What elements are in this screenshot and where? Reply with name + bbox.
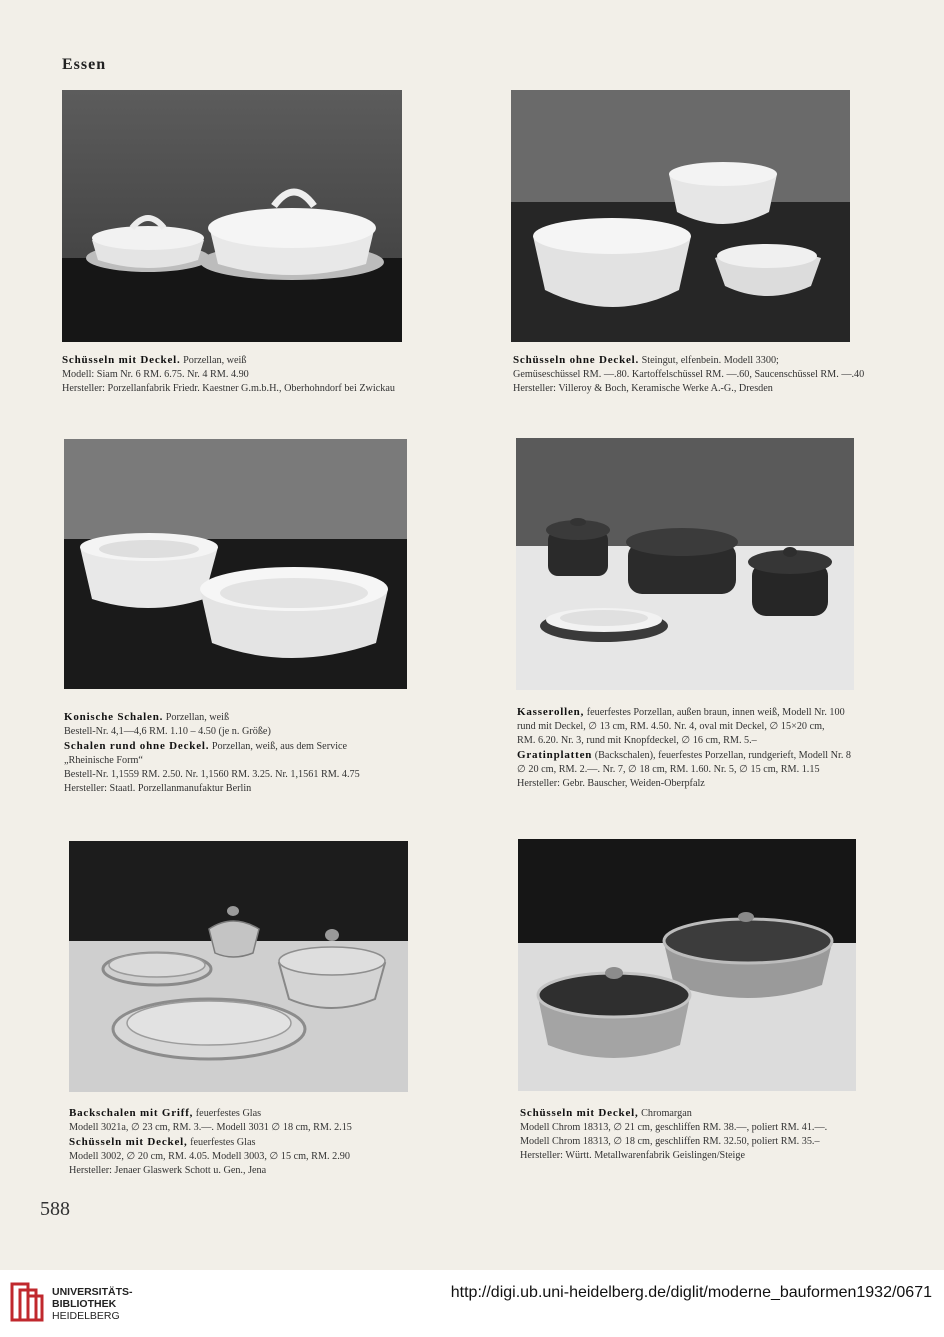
caption-text: Chromargan (638, 1108, 692, 1119)
photo-porcelain-bowls-with-lids (62, 90, 402, 342)
caption-heading: Kasserollen, (517, 706, 585, 718)
caption-3 (64, 710, 444, 796)
caption-text: Porzellan, weiß (163, 712, 230, 723)
photo-casseroles (516, 438, 854, 690)
caption-text: Modell: Siam Nr. 6 RM. 6.75. Nr. 4 RM. 4.90 (62, 369, 249, 380)
library-line: HEIDELBERG (52, 1310, 120, 1322)
caption-text: feuerfestes Porzellan, außen braun, innen weiß, Modell Nr. 100 (584, 707, 845, 718)
caption-text: Hersteller: Porzellanfabrik Friedr. Kaestner G.m.b.H., Oberhohndorf bei Zwickau (62, 383, 395, 394)
page-number: 588 (40, 1198, 70, 1220)
caption-heading: Schüsseln mit Deckel, (520, 1107, 639, 1119)
caption-text: Modell 3002, ∅ 20 cm, RM. 4.05. Modell 3003, ∅ 15 cm, RM. 2.90 (69, 1151, 350, 1162)
library-logo-icon (10, 1282, 44, 1324)
photo-conical-bowls (64, 439, 407, 689)
caption-text: Hersteller: Jenaer Glaswerk Schott u. Gen., Jena (69, 1165, 267, 1176)
caption-text: Bestell-Nr. 1,1559 RM. 2.50. Nr. 1,1560 RM. 3.25. Nr. 1,1561 RM. 4.75 (64, 769, 360, 780)
caption-text: Hersteller: Gebr. Bauscher, Weiden-Oberpfalz (517, 778, 705, 789)
caption-text: rund mit Deckel, ∅ 13 cm, RM. 4.50. Nr. 4, oval mit Deckel, ∅ 15×20 cm, (517, 721, 825, 732)
caption-heading: Schüsseln mit Deckel, (69, 1136, 188, 1148)
caption-heading: Schüsseln ohne Deckel. (513, 354, 640, 366)
caption-text: Hersteller: Staatl. Porzellanmanufaktur Berlin (64, 783, 252, 794)
section-title: Essen (62, 56, 107, 73)
caption-text: Porzellan, weiß, aus dem Service (209, 741, 348, 752)
caption-text: Hersteller: Württ. Metallwarenfabrik Geislingen/Steige (520, 1150, 745, 1161)
caption-1 (62, 353, 442, 396)
source-url-link[interactable]: http://digi.ub.uni-heidelberg.de/diglit/moderne_bauformen1932/0671 (450, 1284, 932, 1301)
caption-text: Bestell-Nr. 4,1—4,6 RM. 1.10 – 4.50 (je n. Größe) (64, 726, 271, 737)
caption-text: Steingut, elfenbein. Modell 3300; (639, 355, 779, 366)
caption-text: Hersteller: Villeroy & Boch, Keramische Werke A.-G., Dresden (513, 383, 773, 394)
caption-text: (Backschalen), feuerfestes Porzellan, rundgerieft, Modell Nr. 8 (592, 750, 852, 761)
photo-chrome-bowls-with-lids (518, 839, 856, 1091)
library-name (52, 1286, 133, 1322)
photo-glass-baking-dishes (69, 841, 408, 1092)
caption-text: Porzellan, weiß (180, 355, 247, 366)
caption-heading: Schalen rund ohne Deckel. (64, 740, 210, 752)
caption-text: RM. 6.20. Nr. 3, rund mit Knopfdeckel, ∅ 16 cm, RM. 5.– (517, 735, 757, 746)
caption-text: Gemüseschüssel RM. —.80. Kartoffelschüssel RM. —.60, Saucenschüssel RM. —.40 (513, 369, 865, 380)
caption-heading: Backschalen mit Griff, (69, 1107, 194, 1119)
caption-heading: Konische Schalen. (64, 711, 164, 723)
caption-text: „Rheinische Form“ (64, 755, 143, 766)
caption-heading: Gratinplatten (517, 749, 593, 761)
caption-2 (513, 353, 923, 396)
caption-text: Modell Chrom 18313, ∅ 21 cm, geschliffen RM. 38.—, poliert RM. 41.—. (520, 1122, 828, 1133)
caption-text: feuerfestes Glas (193, 1108, 262, 1119)
caption-4 (517, 705, 922, 791)
photo-stoneware-bowls-without-lids (511, 90, 850, 342)
caption-6 (520, 1106, 920, 1163)
caption-heading: Schüsseln mit Deckel. (62, 354, 181, 366)
library-line: BIBLIOTHEK (52, 1298, 117, 1310)
caption-text: Modell Chrom 18313, ∅ 18 cm, geschliffen RM. 32.50, poliert RM. 35.– (520, 1136, 820, 1147)
caption-text: Modell 3021a, ∅ 23 cm, RM. 3.—. Modell 3031 ∅ 18 cm, RM. 2.15 (69, 1122, 352, 1133)
caption-text: ∅ 20 cm, RM. 2.—. Nr. 7, ∅ 18 cm, RM. 1.60. Nr. 5, ∅ 15 cm, RM. 1.15 (517, 764, 820, 775)
library-line: UNIVERSITÄTS- (52, 1286, 133, 1298)
caption-5 (69, 1106, 449, 1178)
caption-text: feuerfestes Glas (187, 1137, 256, 1148)
footer-bar (0, 1270, 944, 1337)
